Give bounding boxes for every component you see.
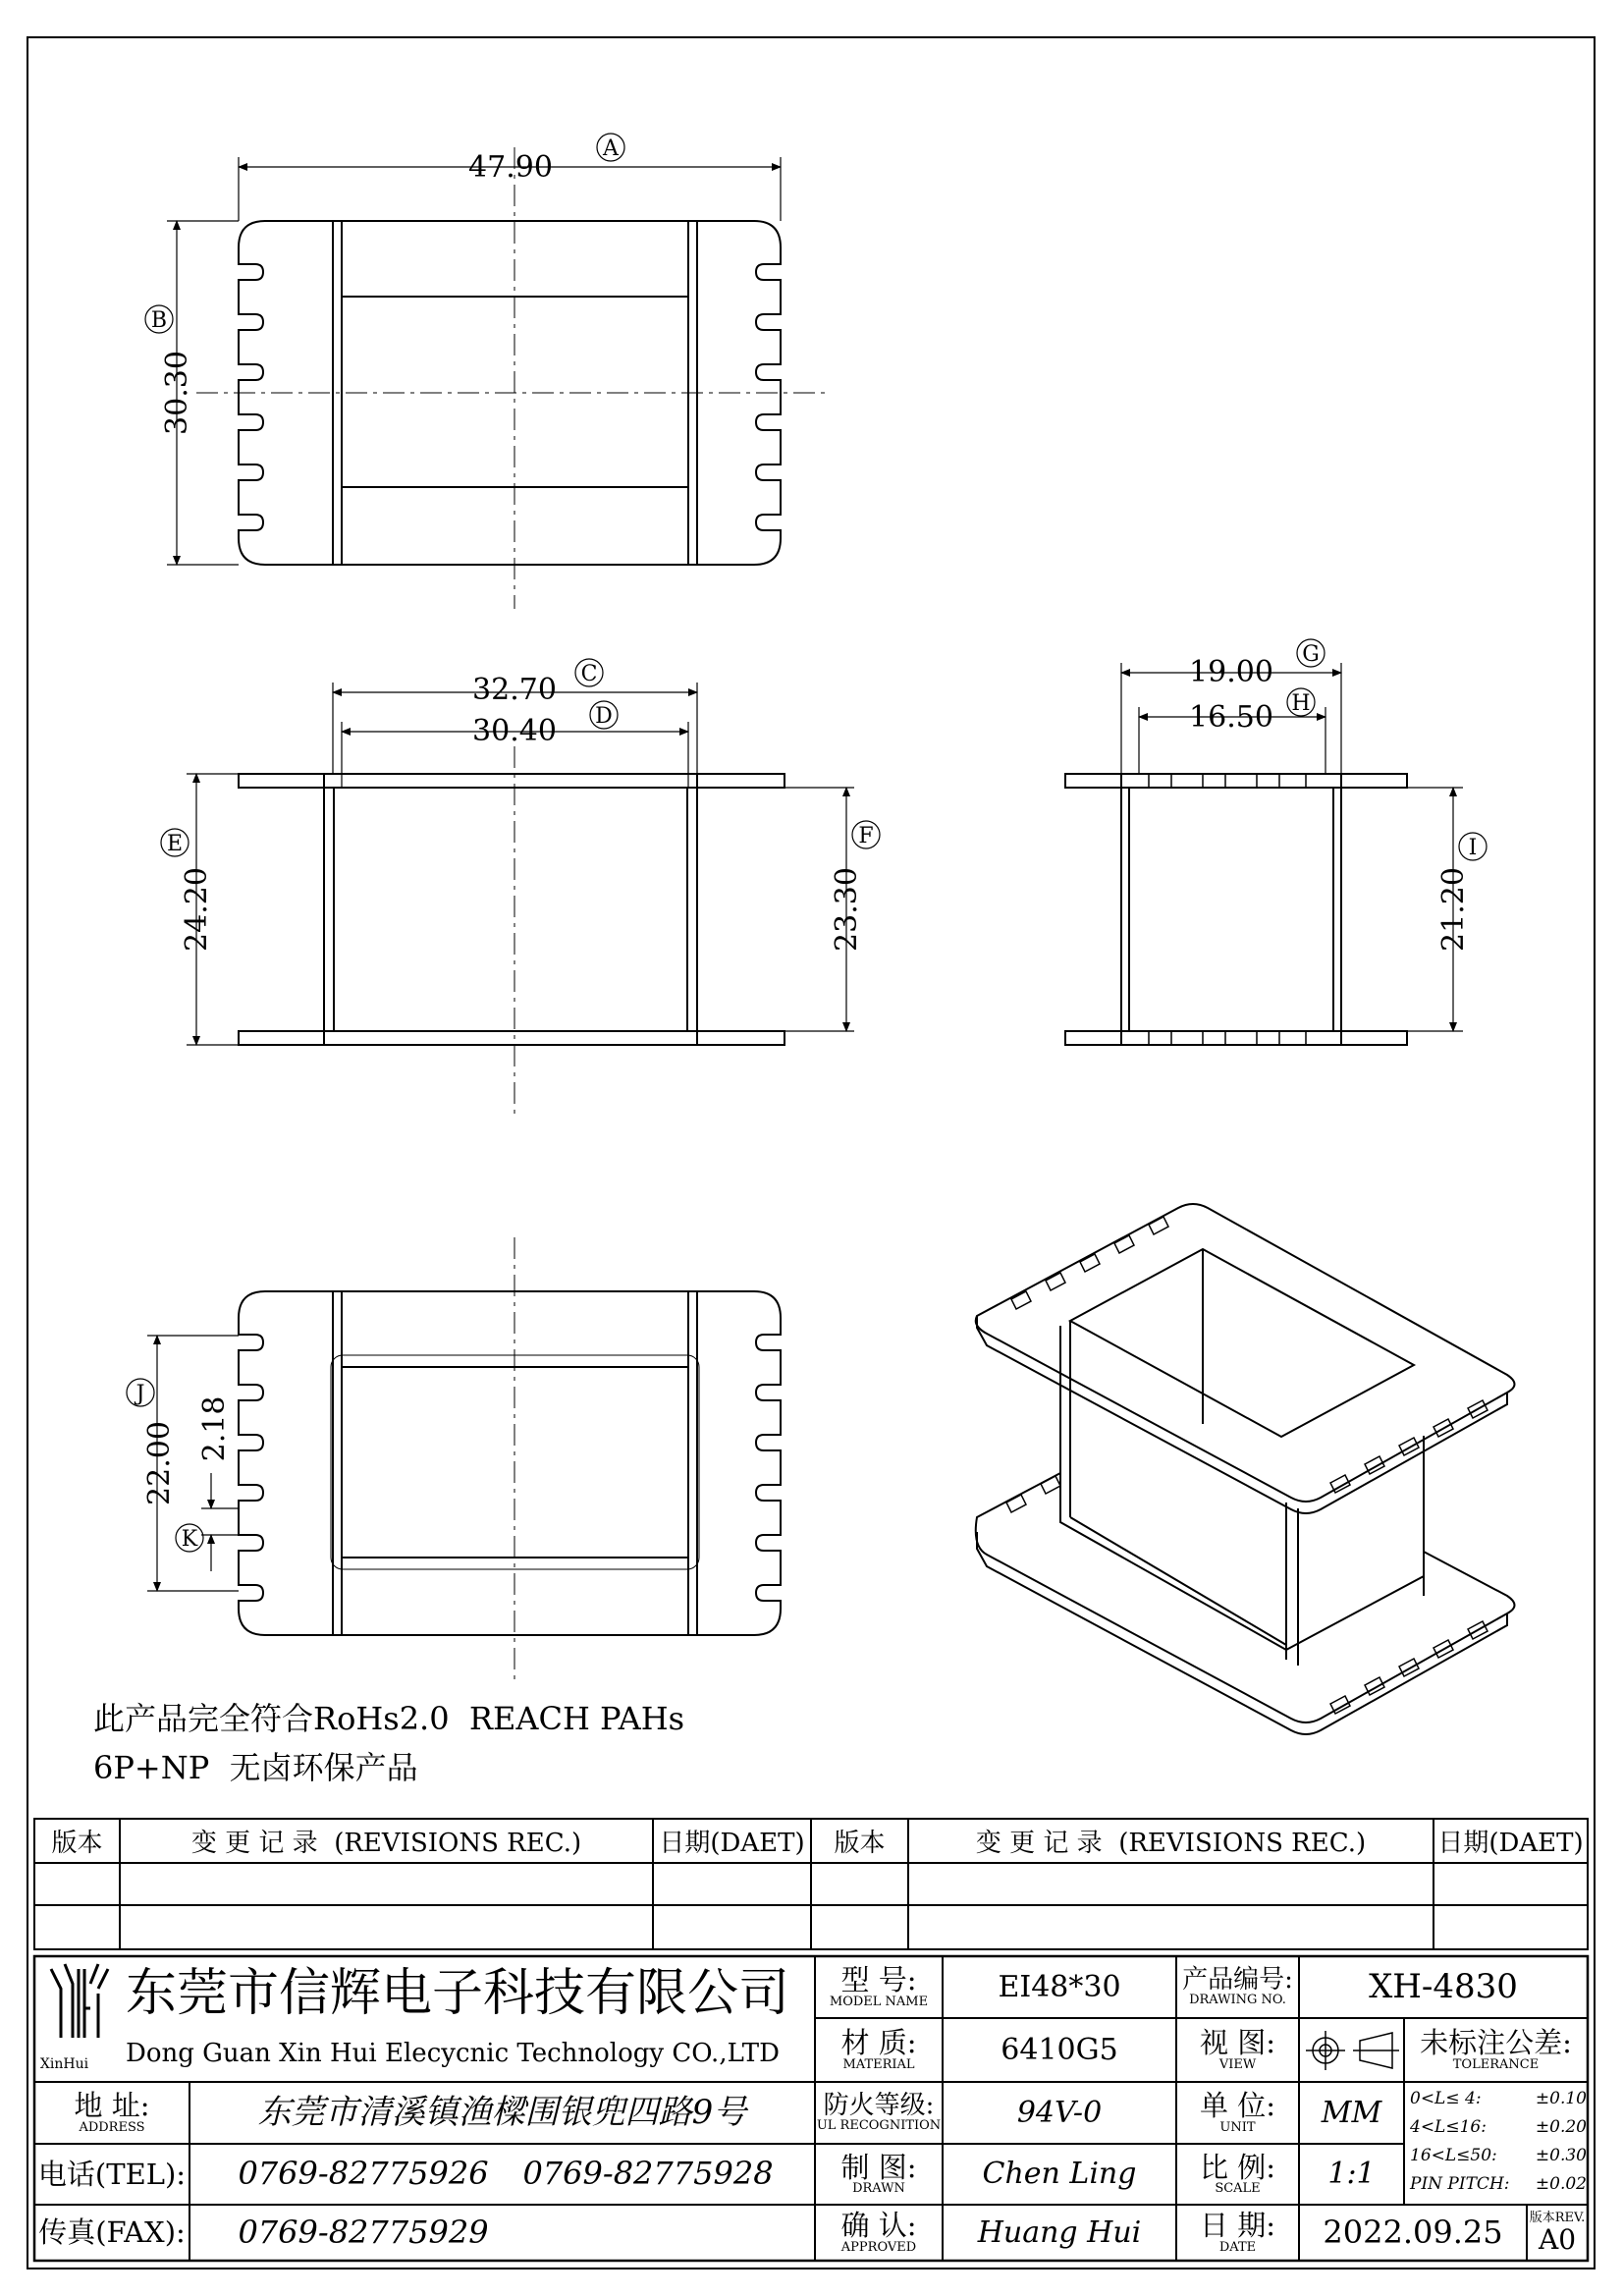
tolerance-range: 16<L≤50: — [1410, 2146, 1497, 2165]
logo-caption: XinHui — [39, 2055, 89, 2072]
scale-label-cn: 比 例: — [1200, 2150, 1275, 2184]
scale-label-en: SCALE — [1215, 2181, 1261, 2197]
tolerance-list — [1410, 2085, 1587, 2203]
dim-k-letter: K — [181, 1527, 198, 1552]
rev-col-record-1: 变 更 记 录 (REVISIONS REC.) — [190, 1829, 582, 1858]
date-label-cn: 日 期: — [1200, 2209, 1275, 2243]
revision-label: 版本REV. — [1529, 2210, 1586, 2225]
tolerance-value: ±0.02 — [1535, 2174, 1587, 2194]
isometric-view — [976, 1204, 1515, 1734]
bottom-view — [239, 1291, 781, 1635]
drawn-label — [815, 2144, 943, 2205]
company-logo-icon — [51, 1964, 108, 2038]
unit-label-cn: 单 位: — [1200, 2089, 1275, 2123]
compliance-note: 此产品完全符合RoHs2.0 REACH PAHs — [93, 1700, 685, 1737]
approved-label-en: APPROVED — [840, 2239, 917, 2255]
dim-j-value: 22.00 — [142, 1421, 177, 1505]
date-label-en: DATE — [1218, 2239, 1257, 2255]
tel-1: 0769-82775926 — [238, 2155, 489, 2193]
tolerance-value: ±0.30 — [1535, 2146, 1587, 2165]
ul-label-cn: 防火等级: — [823, 2091, 935, 2121]
address-label-en: ADDRESS — [79, 2119, 145, 2135]
rev-col-date-1: 日期(DAET) — [659, 1829, 805, 1858]
dim-e-value: 24.20 — [180, 867, 214, 952]
revision-value: A0 — [1538, 2222, 1577, 2256]
drawing-no-label-cn: 产品编号: — [1182, 1965, 1293, 1995]
drawing-no-label-en: DRAWING NO. — [1189, 1993, 1286, 2008]
ul-label — [815, 2082, 943, 2144]
material-value: 6410G5 — [1001, 2032, 1118, 2067]
drawn-label-cn: 制 图: — [840, 2150, 917, 2184]
projection-view-icon — [1306, 2031, 1399, 2070]
tolerance-value: ±0.10 — [1535, 2089, 1587, 2108]
dim-b-letter: B — [150, 308, 168, 333]
model-label — [815, 1956, 943, 2018]
model-label-cn: 型 号: — [840, 1963, 917, 1997]
tolerance-label — [1404, 2018, 1588, 2082]
dim-c-letter: C — [580, 662, 598, 686]
view-label — [1176, 2018, 1299, 2082]
dim-i-value: 21.20 — [1436, 867, 1471, 952]
rev-col-version-1: 版本 — [51, 1829, 103, 1858]
dim-h-value: 16.50 — [1189, 700, 1273, 735]
dim-c-value: 32.70 — [472, 673, 557, 707]
rev-col-date-2: 日期(DAET) — [1437, 1829, 1584, 1858]
tolerance-row — [1410, 2142, 1587, 2170]
tolerance-range: PIN PITCH: — [1410, 2174, 1510, 2194]
scale-label — [1176, 2144, 1299, 2205]
dim-e-letter: E — [166, 832, 184, 856]
date-label — [1176, 2205, 1299, 2261]
date-value: 2022.09.25 — [1323, 2213, 1503, 2251]
approved-label — [815, 2205, 943, 2261]
unit-label-en: UNIT — [1219, 2119, 1256, 2135]
company-name-cn: 东莞市信辉电子科技有限公司 — [126, 1963, 790, 2023]
halogen-free-note: 6P+NP 无卤环保产品 — [93, 1749, 418, 1786]
tolerance-range: 4<L≤16: — [1410, 2117, 1487, 2137]
revision-cell — [1527, 2205, 1588, 2261]
material-label — [815, 2018, 943, 2082]
material-label-cn: 材 质: — [840, 2026, 917, 2060]
tolerance-value: ±0.20 — [1535, 2117, 1587, 2137]
dim-h-letter: H — [1291, 691, 1311, 716]
scale-value: 1:1 — [1327, 2157, 1376, 2192]
dim-b-value: 30.30 — [160, 351, 194, 435]
ul-value: 94V-0 — [1016, 2095, 1103, 2130]
tel-label: 电话(TEL): — [37, 2157, 187, 2191]
address-label — [34, 2082, 189, 2144]
model-label-en: MODEL NAME — [829, 1994, 929, 2009]
tel-2: 0769-82775928 — [522, 2155, 774, 2193]
dim-d-letter: D — [595, 704, 613, 729]
tolerance-row — [1410, 2085, 1587, 2113]
dim-d-value: 30.40 — [472, 714, 557, 748]
rev-col-version-2: 版本 — [834, 1829, 886, 1858]
company-name-en: Dong Guan Xin Hui Elecycnic Technology CO.,LTD — [126, 2039, 780, 2069]
tolerance-range: 0<L≤ 4: — [1410, 2089, 1482, 2108]
view-label-cn: 视 图: — [1200, 2026, 1275, 2060]
tolerance-row — [1410, 2113, 1587, 2142]
front-view — [239, 774, 784, 1045]
approved-value: Huang Hui — [977, 2214, 1142, 2250]
dim-a-letter: A — [603, 137, 619, 161]
view-label-en: VIEW — [1218, 2056, 1257, 2072]
drawn-value: Chen Ling — [982, 2157, 1137, 2192]
address-label-cn: 地 址: — [74, 2089, 150, 2123]
dim-i-letter: I — [1468, 836, 1478, 860]
dim-f-letter: F — [858, 824, 874, 848]
tolerance-row — [1410, 2170, 1587, 2199]
fax-label: 传真(FAX): — [38, 2215, 186, 2250]
drawing-no-value: XH-4830 — [1369, 1966, 1518, 2006]
side-view — [1065, 774, 1407, 1045]
dim-f-value: 23.30 — [830, 867, 864, 952]
ul-label-en: UL RECOGNITION — [816, 2118, 942, 2134]
dim-j-letter: J — [135, 1382, 145, 1406]
unit-label — [1176, 2082, 1299, 2144]
tolerance-label-en: TOLERANCE — [1452, 2056, 1540, 2072]
dim-a-value: 47.90 — [468, 150, 553, 185]
model-value: EI48*30 — [998, 1969, 1121, 2004]
unit-value: MM — [1321, 2095, 1382, 2130]
dim-g-letter: G — [1302, 642, 1320, 667]
dim-k-value: 2.18 — [197, 1395, 232, 1462]
drawn-label-en: DRAWN — [852, 2181, 905, 2197]
fax-value: 0769-82775929 — [238, 2213, 489, 2251]
material-label-en: MATERIAL — [842, 2056, 915, 2072]
drawing-no-label — [1176, 1956, 1299, 2018]
tolerance-label-cn: 未标注公差: — [1420, 2026, 1572, 2060]
rev-col-record-2: 变 更 记 录 (REVISIONS REC.) — [975, 1829, 1367, 1858]
approved-label-cn: 确 认: — [840, 2209, 917, 2243]
address-value: 东莞市清溪镇渔樑围银兜四路9号 — [257, 2092, 747, 2132]
dim-g-value: 19.00 — [1189, 655, 1273, 689]
